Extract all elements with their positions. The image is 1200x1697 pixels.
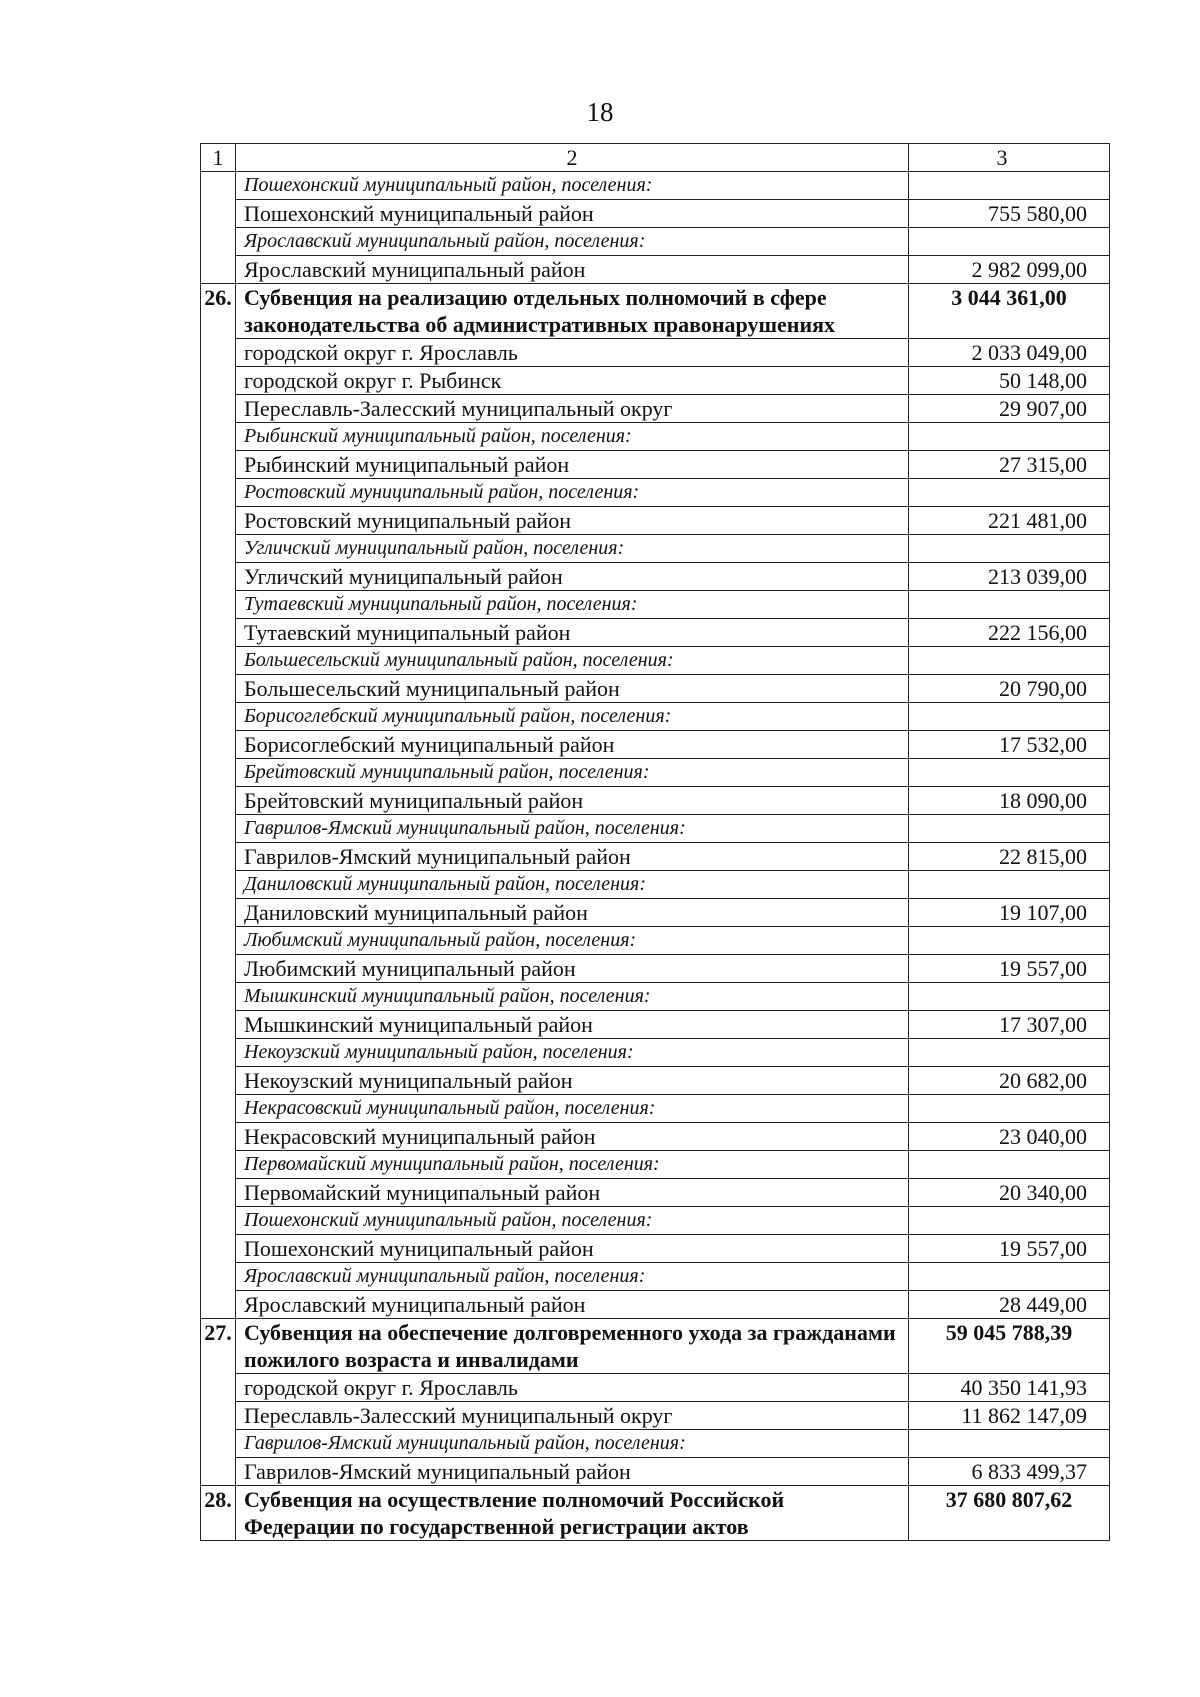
subgroup-row [201,423,1110,451]
row-amount [909,1207,1110,1235]
row-amount [909,647,1110,675]
table-row [201,1374,1110,1402]
row-amount: 37 680 807,62 [909,1486,1110,1541]
table-header-row [201,144,1110,172]
table-row [201,1123,1110,1151]
section-row [201,1319,1110,1374]
row-name: Борисоглебский муниципальный район [236,731,909,759]
row-amount: 20 790,00 [909,675,1110,703]
table-row [201,955,1110,983]
subgroup-label: Ярославский муниципальный район, поселения: [236,1263,909,1291]
row-amount: 19 107,00 [909,899,1110,927]
row-amount [909,172,1110,200]
row-amount: 17 307,00 [909,1011,1110,1039]
row-amount: 28 449,00 [909,1291,1110,1319]
subgroup-row [201,535,1110,563]
row-amount: 22 815,00 [909,843,1110,871]
row-amount [909,927,1110,955]
table-row [201,563,1110,591]
subgroup-label: Даниловский муниципальный район, поселения: [236,871,909,899]
row-name: Гаврилов-Ямский муниципальный район [236,1458,909,1486]
subgroup-label: Борисоглебский муниципальный район, поселения: [236,703,909,731]
row-name: Некоузский муниципальный район [236,1067,909,1095]
subgroup-row [201,1151,1110,1179]
row-amount: 19 557,00 [909,1235,1110,1263]
row-amount: 6 833 499,37 [909,1458,1110,1486]
row-amount [909,703,1110,731]
subgroup-row [201,479,1110,507]
row-amount [909,1263,1110,1291]
row-amount [909,535,1110,563]
row-amount [909,423,1110,451]
header-col-1: 1 [201,144,236,172]
row-amount: 221 481,00 [909,507,1110,535]
row-name: Мышкинский муниципальный район [236,1011,909,1039]
row-name: городской округ г. Ярославль [236,339,909,367]
row-amount: 20 682,00 [909,1067,1110,1095]
row-name: Переславль-Залесский муниципальный округ [236,1402,909,1430]
table-row [201,200,1110,228]
row-name: Ярославский муниципальный район [236,1291,909,1319]
subgroup-row [201,871,1110,899]
table-row [201,367,1110,395]
subgroup-row [201,1430,1110,1458]
row-amount [909,871,1110,899]
subgroup-row [201,703,1110,731]
subgroup-row [201,172,1110,200]
row-name: городской округ г. Ярославль [236,1374,909,1402]
row-amount [909,759,1110,787]
table-row [201,787,1110,815]
subgroup-row [201,1263,1110,1291]
subgroup-label: Брейтовский муниципальный район, поселения: [236,759,909,787]
table-row [201,1067,1110,1095]
table-row [201,256,1110,284]
row-name: Первомайский муниципальный район [236,1179,909,1207]
subgroup-label: Большесельский муниципальный район, поселения: [236,647,909,675]
row-number [201,172,236,284]
table-row [201,1291,1110,1319]
row-name: Субвенция на обеспечение долговременного ухода за гражданами пожилого возраста и инвалидами [236,1319,909,1374]
row-amount: 2 033 049,00 [909,339,1110,367]
row-amount [909,983,1110,1011]
row-name: Пошехонский муниципальный район [236,200,909,228]
row-amount [909,1095,1110,1123]
row-name: Тутаевский муниципальный район [236,619,909,647]
row-amount: 50 148,00 [909,367,1110,395]
table-row [201,899,1110,927]
subgroup-label: Гаврилов-Ямский муниципальный район, поселения: [236,1430,909,1458]
subgroup-label: Некрасовский муниципальный район, поселения: [236,1095,909,1123]
row-name: Даниловский муниципальный район [236,899,909,927]
subgroup-label: Тутаевский муниципальный район, поселения: [236,591,909,619]
row-name: Субвенция на осуществление полномочий Российской Федерации по государственной регистрации актов [236,1486,909,1541]
row-amount: 23 040,00 [909,1123,1110,1151]
table-row [201,843,1110,871]
table-row [201,1179,1110,1207]
subgroup-label: Некоузский муниципальный район, поселения: [236,1039,909,1067]
subgroup-row [201,983,1110,1011]
row-amount [909,1430,1110,1458]
row-name: Брейтовский муниципальный район [236,787,909,815]
subgroup-row [201,1039,1110,1067]
subgroup-row [201,1207,1110,1235]
row-name: Пошехонский муниципальный район [236,1235,909,1263]
row-amount [909,228,1110,256]
header-col-3: 3 [909,144,1110,172]
row-name: Ростовский муниципальный район [236,507,909,535]
row-amount: 29 907,00 [909,395,1110,423]
row-amount [909,1151,1110,1179]
table-row [201,1235,1110,1263]
table-row [201,675,1110,703]
subgroup-label: Мышкинский муниципальный район, поселения: [236,983,909,1011]
row-amount [909,815,1110,843]
subgroup-row [201,759,1110,787]
table-row [201,1402,1110,1430]
row-name: Некрасовский муниципальный район [236,1123,909,1151]
row-name: Гаврилов-Ямский муниципальный район [236,843,909,871]
table-row [201,1458,1110,1486]
subgroup-row [201,927,1110,955]
table-row [201,731,1110,759]
row-name: Ярославский муниципальный район [236,256,909,284]
subgroup-label: Пошехонский муниципальный район, поселения: [236,172,909,200]
page-number: 18 [586,97,614,127]
subgroup-label: Ростовский муниципальный район, поселения: [236,479,909,507]
subgroup-label: Ярославский муниципальный район, поселения: [236,228,909,256]
row-amount: 19 557,00 [909,955,1110,983]
row-name: Любимский муниципальный район [236,955,909,983]
subgroup-row [201,815,1110,843]
row-amount: 40 350 141,93 [909,1374,1110,1402]
subgroup-row [201,647,1110,675]
table-row [201,1011,1110,1039]
table-row [201,507,1110,535]
subgroup-label: Пошехонский муниципальный район, поселения: [236,1207,909,1235]
subgroup-row [201,228,1110,256]
row-amount [909,1039,1110,1067]
row-amount: 3 044 361,00 [909,284,1110,339]
row-amount: 222 156,00 [909,619,1110,647]
row-amount: 17 532,00 [909,731,1110,759]
row-amount: 2 982 099,00 [909,256,1110,284]
row-name: Угличский муниципальный район [236,563,909,591]
row-name: Большесельский муниципальный район [236,675,909,703]
subgroup-row [201,1095,1110,1123]
header-col-2: 2 [236,144,909,172]
row-name: городской округ г. Рыбинск [236,367,909,395]
row-number: 28. [201,1486,236,1541]
subgroup-label: Любимский муниципальный район, поселения: [236,927,909,955]
table-row [201,451,1110,479]
table-row [201,395,1110,423]
row-name: Рыбинский муниципальный район [236,451,909,479]
subgroup-label: Гаврилов-Ямский муниципальный район, поселения: [236,815,909,843]
row-amount: 755 580,00 [909,200,1110,228]
row-number: 26. [201,284,236,1319]
row-amount: 27 315,00 [909,451,1110,479]
subgroup-label: Рыбинский муниципальный район, поселения: [236,423,909,451]
row-name: Переславль-Залесский муниципальный округ [236,395,909,423]
row-amount [909,591,1110,619]
row-number: 27. [201,1319,236,1486]
row-name: Субвенция на реализацию отдельных полномочий в сфере законодательства об административных правонарушениях [236,284,909,339]
row-amount: 11 862 147,09 [909,1402,1110,1430]
row-amount: 20 340,00 [909,1179,1110,1207]
row-amount: 59 045 788,39 [909,1319,1110,1374]
row-amount: 18 090,00 [909,787,1110,815]
section-row [201,284,1110,339]
section-row [201,1486,1110,1541]
table-row [201,619,1110,647]
subgroup-row [201,591,1110,619]
row-amount: 213 039,00 [909,563,1110,591]
subgroup-label: Первомайский муниципальный район, поселения: [236,1151,909,1179]
allocation-table [200,143,1110,1541]
row-amount [909,479,1110,507]
table-row [201,339,1110,367]
subgroup-label: Угличский муниципальный район, поселения: [236,535,909,563]
